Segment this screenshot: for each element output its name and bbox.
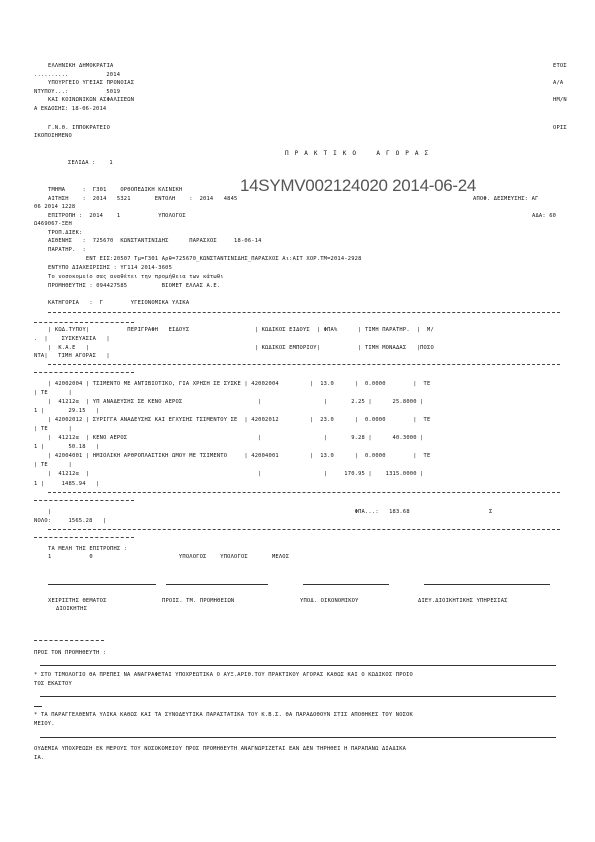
header-issue-date: Α ΕΚΔΟΣΗΣ: 18-06-2014 <box>34 106 107 112</box>
info-commitment: ΑΠΟΦ. ΔΕΣΜΕΥΣΗΣ: ΑΓ <box>473 196 539 202</box>
info-management-form: ΕΝΤΥΠΟ ΔΙΑΧΕΙΡΙΣΗΣ : ΥΓ114 2014-3605 <box>48 265 173 271</box>
table-row-price: 1 | 50.18 | <box>34 444 100 450</box>
table-rule-body <box>48 492 560 493</box>
note-delivery-cont: ΜΕΙΟΥ. <box>34 721 55 727</box>
note-liability: ΟΥΔΕΜΙΑ ΥΠΟΧΡΕΩΣΗ ΕΚ ΜΕΡΟΥΣ ΤΟΥ ΝΟΣΟΚΟΜΕΙΟΥ ΠΡΟΣ ΠΡΟΜΗΘΕΥΤΗ ΑΝΑΓΝΩΡΙΖΕΤΑΙ ΕΑΝ ΔΕΝ ΤΗΡΗΘΕΙ Η ΠΑΡΑΠΑΝΩ ΔΙΑΔΙΚΑ <box>34 746 407 752</box>
note-invoice-cont: ΤΟΣ ΕΚΑΣΤΟΥ <box>34 681 72 687</box>
table-rule-top <box>48 312 560 313</box>
committee-members: 1 0 ΥΠΟΛΟΓΟΣ ΥΠΟΛΟΓΟΣ ΜΕΛΟΣ <box>48 554 290 560</box>
info-assignment: Το νοσοκομείο σας αναθέτει την προμήθεια των κάτωθι <box>48 274 224 280</box>
committee-heading: ΤΑ ΜΕΛΗ ΤΗΣ ΕΠΙΤΡΟΠΗΣ : <box>48 546 128 552</box>
diavgeia-stamp: 14SYMV002124020 2014-06-24 <box>240 176 477 195</box>
info-commitment-value: 06 2014 1228 <box>34 204 76 210</box>
info-department: ΤΜΗΜΑ : Γ301 ΟΡΘΟΠΕΔΙΚΗ ΚΛΙΝΙΚΗ <box>48 187 183 193</box>
table-row: | 42002012 | ΣΥΡΙΓΓΑ ΑΝΑΔΕΥΣΗΣ ΚΑΙ ΕΓΧΥΣΗΣ ΤΣΙΜΕΝΤΟΥ ΣΕ | 42002012 | 23.0 | 0.0000 | ΤΕ <box>48 417 431 423</box>
table-rule-body-wrap <box>34 500 134 501</box>
table-rule-bottom-wrap <box>34 537 134 538</box>
info-supplier: ΠΡΟΜΗΘΕΥΤΗΣ : 094427585 ΒΙΟΜΕΤ ΕΛΛΑΣ Α.Ε. <box>48 283 221 289</box>
table-rule-top-wrap <box>34 322 134 323</box>
signature-director: ΔΙΟΙΚΗΤΗΣ <box>56 606 88 612</box>
info-ada: ΑΔΑ: 60 <box>532 213 557 219</box>
header-ministry-2: ΚΑΙ ΚΟΙΝΩΝΙΚΩΝ ΑΣΦΑΛΙΣΕΩΝ <box>48 97 135 103</box>
info-committee: ΕΠΙΤΡΟΠΗ : 2014 1 ΥΠΟΛΟΓΟΣ <box>48 213 186 219</box>
header-aa-label: Α/Α <box>553 80 564 86</box>
table-header-row-2b: ΝΤΑ| ΤΙΜΗ ΑΓΟΡΑΣ | <box>34 353 110 359</box>
fill-line <box>34 706 42 707</box>
table-row-price: 1 | 29.15 | <box>34 408 100 414</box>
signature-line <box>166 584 268 585</box>
table-row-detail: | 41212α | ΚΕΝΟ ΑΕΡΟΣ | | 9.28 | 40.3000 | <box>48 435 424 441</box>
info-remarks-detail: ΕΝΤ ΕΙΣ:20507 Τμ=Γ301 Αρθ=725670_ΚΩΝΣΤΑΝΤΙΝΙΔΗΣ_ΠΑΡΑΣΧΟΣ Αι:ΑΙΤ ΧΟΡ.ΤΜ=2014-2928 <box>48 256 362 262</box>
signature-handler: ΧΕΙΡΙΣΤΗΣ ΘΕΜΑΤΟΣ <box>48 598 107 604</box>
signature-line <box>303 584 389 585</box>
table-header-row-1b: . | ΣΥΣΚΕΥΑΣΙΑ | <box>34 336 110 342</box>
info-ada-value: Ω469067-ΞΕΗ <box>34 221 72 227</box>
table-row-unit: | ΤΕ | <box>34 390 72 396</box>
table-rule-header-wrap <box>34 372 134 373</box>
header-form-number: ΝΤΥΠΟΥ...: 5019 <box>34 89 121 95</box>
table-row: | 42004001 | ΗΜΙΟΛΙΚΗ ΑΡΘΡΟΠΛΑΣΤΙΚΗ ΩΜΟΥ ΜΕ ΤΣΙΜΕΝΤΟ | 42004001 | 13.0 | 0.0000 | ΤΕ <box>48 453 431 459</box>
table-row-unit: | ΤΕ | <box>34 426 72 432</box>
notes-rule <box>34 640 104 641</box>
document-title: Π Ρ Α Κ Τ Ι Κ Ο Α Γ Ο Ρ Α Σ <box>285 150 430 157</box>
header-country: ΕΛΛΗΝΙΚΗ ΔΗΜΟΚΡΑΤΙΑ <box>48 63 114 69</box>
fill-line <box>40 696 556 697</box>
signature-line <box>48 584 156 585</box>
table-row-detail: | 41212α | ΥΠ ΑΝΑΔΕΥΣΗΣ ΣΕ ΚΕΝΟ ΑΕΡΟΣ | | 2.25 | 25.8000 | <box>48 399 424 405</box>
table-header-row-1: | ΚΩΔ.ΤΥΠΟΥ| ΠΕΡΙΓΡΑΦΗ ΕΙΔΟΥΣ | ΚΩΔΙΚΟΣ ΕΙΔΟΥΣ | ΦΠΑ% | ΤΙΜΗ ΠΑΡΑΤΗΡ. | Μ/ <box>48 327 434 333</box>
info-trop: ΤΡΟΠ.ΔΙΕΚ: <box>48 230 83 236</box>
header-hospital: Γ.Ν.Θ. ΙΠΠΟΚΡΑΤΕΙΟ <box>48 125 111 131</box>
table-row: | 42002004 | ΤΣΙΜΕΝΤΟ ΜΕ ΑΝΤΙΒΙΟΤΙΚΟ, ΓΙΑ ΧΡΗΣΗ ΣΕ ΣΥΣΚΕ | 42002004 | 13.0 | 0.0000 | ΤΕ <box>48 381 431 387</box>
table-total-vat: | ΦΠΑ...: 183.68 Σ <box>48 509 493 515</box>
info-request: ΑΙΤΗΣΗ : 2014 5321 ΕΝΤΟΛΗ : 2014 4845 <box>48 196 238 202</box>
header-final-value: ΙΚΟΠΟΙΗΜΕΝΟ <box>34 133 72 139</box>
info-remarks: ΠΑΡΑΤΗΡ. : <box>48 247 86 253</box>
table-rule-bottom <box>48 529 560 530</box>
info-patient: ΑΣΘΕΝΗΣ : 725670 ΚΩΝΣΤΑΝΤΙΝΙΔΗΣ ΠΑΡΑΣΧΟΣ 18-06-14 <box>48 238 262 244</box>
table-total-sum: ΝΟΛΟ: 1565.28 | <box>34 518 107 524</box>
signature-administration: ΔΙΕΥ.ΔΙΟΙΚΗΤΙΚΗΣ ΥΠΗΡΕΣΙΑΣ <box>418 598 508 604</box>
header-final-label: ΟΡΙΣ <box>553 125 567 131</box>
header-year-label: ΕΤΟΣ <box>553 63 567 69</box>
header-date-label: ΗΜ/Ν <box>553 97 567 103</box>
note-invoice: * ΣΤΟ ΤΙΜΟΛΟΓΙΟ ΘΑ ΠΡΕΠΕΙ ΝΑ ΑΝΑΓΡΑΦΕΤΑΙ ΥΠΟΧΡΕΩΤΙΚΑ Ο ΑΥΞ.ΑΡΙΘ.ΤΟΥ ΠΡΑΚΤΙΚΟΥ ΑΓΟΡΑΣ ΚΑΘΩΣ ΚΑΙ Ο ΚΩΔΙΚΟΣ ΠΡΟΙΟ <box>34 672 413 678</box>
signature-procurement: ΠΡΟΙΣ. ΤΜ. ΠΡΟΜΗΘΕΙΩΝ <box>162 598 235 604</box>
fill-line <box>40 737 556 738</box>
page-number: ΣΕΛΙΔΑ : 1 <box>68 160 113 166</box>
table-rule-header <box>48 364 560 365</box>
table-row-unit: | ΤΕ | <box>34 462 72 468</box>
note-liability-cont: ΙΑ. <box>34 755 45 761</box>
table-header-row-2: | Κ.Α.Ε | | ΚΩΔΙΚΟΣ ΕΜΠΟΡΙΟΥ| | ΤΙΜΗ ΜΟΝΑΔΑΣ |ΠΟΣΟ <box>48 345 434 351</box>
note-delivery: * ΤΑ ΠΑΡΑΓΓΕΛΘΕΝΤΑ ΥΛΙΚΑ ΚΑΘΩΣ ΚΑΙ ΤΑ ΣΥΝΟΔΕΥΤΙΚΑ ΠΑΡΑΣΤΑΤΙΚΑ ΤΟΥ Κ.Β.Σ. ΘΑ ΠΑΡΑΔΟΘΟΥΝ ΣΤΙΣ ΑΠΟΘΗΚΕΣ ΤΟΥ ΝΟΣΟΚ <box>34 712 413 718</box>
table-row-price: 1 | 1485.94 | <box>34 481 100 487</box>
fill-line <box>40 665 556 666</box>
header-ministry: ΥΠΟΥΡΓΕΙΟ ΥΓΕΙΑΣ ΠΡΟΝΟΙΑΣ <box>48 80 135 86</box>
notes-to-supplier: ΠΡΟΣ ΤΟΝ ΠΡΟΜΗΘΕΥΤΗ : <box>34 650 107 656</box>
category-line: ΚΑΤΗΓΟΡΙΑ : Γ ΥΓΕΙΟΝΟΜΙΚΑ ΥΛΙΚΑ <box>48 300 190 306</box>
signature-finance: ΥΠΟΔ. ΟΙΚΟΝΟΜΙΚΟΥ <box>300 598 359 604</box>
signature-line <box>424 584 550 585</box>
header-year-line: .......... 2014 <box>34 72 121 78</box>
table-row-detail: | 41212α | | | 170.95 | 1315.0000 | <box>48 471 424 477</box>
